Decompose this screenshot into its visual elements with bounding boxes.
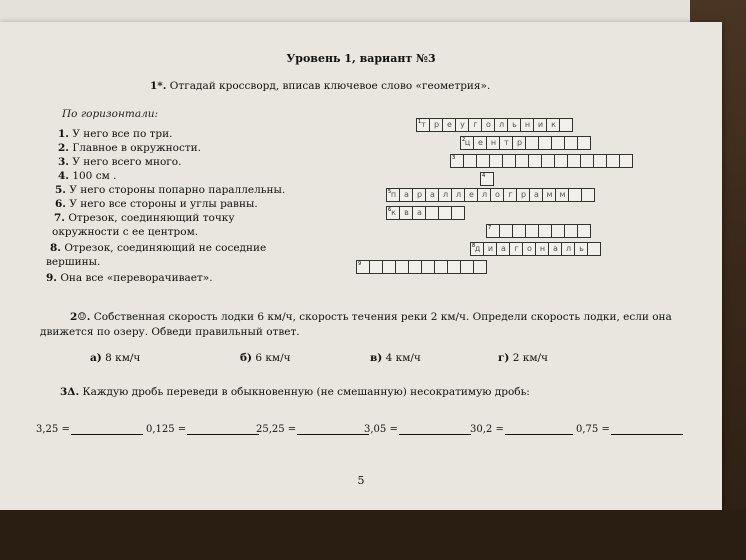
crossword-letter: л (442, 190, 449, 199)
crossword-cell[interactable] (567, 154, 581, 168)
crossword-cell[interactable] (473, 260, 487, 274)
crossword-cell[interactable] (490, 188, 504, 202)
crossword-cell[interactable] (499, 224, 513, 238)
crossword-cell[interactable] (464, 188, 478, 202)
crossword-clue-number: 6 (388, 207, 392, 213)
crossword-letter: л (481, 190, 488, 199)
crossword-letter: ц (464, 138, 471, 147)
fraction-item-4[interactable]: 3,05 = (364, 424, 471, 435)
crossword-cell[interactable] (412, 188, 426, 202)
crossword-cell[interactable] (535, 242, 549, 256)
crossword-letter: м (546, 190, 553, 199)
crossword-grid (0, 22, 722, 302)
option-d[interactable]: г) 2 км/ч (498, 352, 548, 364)
crossword-cell[interactable] (369, 260, 383, 274)
crossword-cell[interactable] (619, 154, 633, 168)
option-c[interactable]: в) 4 км/ч (370, 352, 421, 364)
crossword-cell[interactable] (489, 154, 503, 168)
crossword-cell[interactable] (577, 224, 591, 238)
task2-text (40, 310, 680, 340)
crossword-letter: а (404, 190, 409, 199)
crossword-cell[interactable] (533, 118, 547, 132)
crossword-cell[interactable] (551, 136, 565, 150)
fraction-item-5[interactable]: 30,2 = (470, 424, 573, 435)
crossword-cell[interactable] (438, 206, 452, 220)
task3-label: 3Δ. (60, 386, 80, 398)
crossword-cell[interactable] (555, 188, 569, 202)
clue-1: 1. У него все по три. (58, 128, 173, 140)
clue-3: 3. У него всего много. (58, 156, 182, 168)
crossword-clue-number: 8 (472, 243, 476, 249)
crossword-letter: и (487, 244, 494, 253)
crossword-cell[interactable] (559, 118, 573, 132)
crossword-cell[interactable] (551, 224, 565, 238)
crossword-cell[interactable] (606, 154, 620, 168)
crossword-cell[interactable] (541, 154, 555, 168)
crossword-letter: е (469, 190, 474, 199)
crossword-cell[interactable] (460, 260, 474, 274)
crossword-cell[interactable] (542, 188, 556, 202)
table-edge (0, 510, 746, 560)
page-number: 5 (357, 474, 365, 487)
crossword-cell[interactable] (580, 154, 594, 168)
crossword-cell[interactable] (382, 260, 396, 274)
crossword-cell[interactable] (429, 118, 443, 132)
crossword-letter: р (433, 120, 440, 129)
crossword-cell[interactable] (509, 242, 523, 256)
crossword-letter: к (551, 120, 556, 129)
crossword-cell[interactable] (546, 118, 560, 132)
task3-heading (60, 386, 530, 398)
crossword-letter: о (495, 190, 500, 199)
crossword-cell[interactable] (476, 154, 490, 168)
crossword-cell[interactable] (395, 260, 409, 274)
crossword-letter: л (455, 190, 462, 199)
crossword-letter: о (527, 244, 532, 253)
crossword-cell[interactable] (520, 118, 534, 132)
crossword-letter: у (460, 120, 465, 129)
crossword-letter: р (520, 190, 527, 199)
crossword-cell[interactable] (494, 118, 508, 132)
task1-label: 1*. (150, 80, 167, 92)
fraction-item-6[interactable]: 0,75 = (576, 424, 683, 435)
crossword-cell[interactable] (442, 118, 456, 132)
crossword-cell[interactable] (408, 260, 422, 274)
crossword-cell[interactable] (522, 242, 536, 256)
crossword-letter: ь (579, 244, 584, 253)
crossword-letter: п (390, 190, 397, 199)
crossword-cell[interactable] (451, 206, 465, 220)
crossword-cell[interactable] (434, 260, 448, 274)
crossword-cell[interactable] (425, 188, 439, 202)
option-a[interactable]: а) 8 км/ч (90, 352, 141, 364)
crossword-cell[interactable] (538, 224, 552, 238)
crossword-letter: г (508, 190, 513, 199)
crossword-clue-number: 7 (488, 225, 492, 231)
crossword-cell[interactable] (473, 136, 487, 150)
crossword-clue-number: 1 (418, 119, 422, 125)
worksheet-page (0, 22, 722, 510)
clue-8-cont: вершины. (46, 256, 101, 268)
clue-7: 7. Отрезок, соединяющий точку (54, 212, 235, 224)
crossword-cell[interactable] (561, 242, 575, 256)
crossword-cell[interactable] (480, 172, 494, 186)
crossword-cell[interactable] (548, 242, 562, 256)
crossword-cell[interactable] (528, 154, 542, 168)
task2-body: Собственная скорость лодки 6 км/ч, скорость течения реки 2 км/ч. Определи скорость лодки, если она движется по озеру. Обведи правильный ответ. (40, 311, 672, 338)
page-title: Уровень 1, вариант №3 (286, 52, 436, 65)
crossword-cell[interactable] (481, 118, 495, 132)
crossword-cell[interactable] (421, 260, 435, 274)
crossword-cell[interactable] (447, 260, 461, 274)
crossword-cell[interactable] (512, 224, 526, 238)
task1-text: Отгадай кроссворд, вписав ключевое слово «геометрия». (169, 80, 491, 92)
crossword-cell[interactable] (529, 188, 543, 202)
crossword-cell[interactable] (450, 154, 464, 168)
fraction-item-2[interactable]: 0,125 = (146, 424, 259, 435)
task3-text: Каждую дробь переведи в обыкновенную (не смешанную) несократимую дробь: (82, 386, 530, 398)
clue-8: 8. Отрезок, соединяющий не соседние (50, 242, 267, 254)
crossword-clue-number: 2 (462, 137, 466, 143)
crossword-cell[interactable] (438, 188, 452, 202)
crossword-letter: д (474, 244, 481, 253)
crossword-cell[interactable] (468, 118, 482, 132)
crossword-letter: и (537, 120, 544, 129)
crossword-cell[interactable] (460, 136, 474, 150)
crossword-cell[interactable] (502, 154, 516, 168)
crossword-cell[interactable] (477, 188, 491, 202)
crossword-letter: е (447, 120, 452, 129)
crossword-cell[interactable] (386, 206, 400, 220)
crossword-cell[interactable] (451, 188, 465, 202)
crossword-cell[interactable] (564, 136, 578, 150)
crossword-letter: в (404, 208, 409, 217)
crossword-cell[interactable] (574, 242, 588, 256)
horizontal-label: По горизонтали: (62, 108, 159, 120)
crossword-letter: г (473, 120, 478, 129)
crossword-letter: м (559, 190, 566, 199)
clue-7-cont: окружности с ее центром. (52, 226, 199, 238)
crossword-clue-number: 5 (388, 189, 392, 195)
crossword-letter: е (478, 138, 483, 147)
crossword-cell[interactable] (496, 242, 510, 256)
crossword-cell[interactable] (486, 224, 500, 238)
clue-4: 4. 100 см . (58, 170, 117, 182)
crossword-letter: т (504, 138, 509, 147)
crossword-cell[interactable] (525, 224, 539, 238)
crossword-cell[interactable] (503, 188, 517, 202)
crossword-cell[interactable] (568, 188, 582, 202)
crossword-cell[interactable] (470, 242, 484, 256)
crossword-cell[interactable] (587, 242, 601, 256)
crossword-letter: о (486, 120, 491, 129)
crossword-cell[interactable] (538, 136, 552, 150)
crossword-letter: а (430, 190, 435, 199)
option-b[interactable]: б) 6 км/ч (240, 352, 291, 364)
crossword-cell[interactable] (416, 118, 430, 132)
crossword-letter: а (553, 244, 558, 253)
crossword-cell[interactable] (581, 188, 595, 202)
crossword-letter: г (514, 244, 519, 253)
crossword-letter: а (534, 190, 539, 199)
crossword-letter: ь (512, 120, 517, 129)
clue-6: 6. У него все стороны и углы равны. (55, 198, 258, 210)
crossword-cell[interactable] (483, 242, 497, 256)
crossword-cell[interactable] (516, 188, 530, 202)
crossword-letter: л (498, 120, 505, 129)
crossword-cell[interactable] (486, 136, 500, 150)
crossword-clue-number: 3 (452, 155, 456, 161)
crossword-cell[interactable] (515, 154, 529, 168)
crossword-cell[interactable] (412, 206, 426, 220)
crossword-cell[interactable] (525, 136, 539, 150)
crossword-letter: а (501, 244, 506, 253)
crossword-letter: р (416, 190, 423, 199)
crossword-cell[interactable] (577, 136, 591, 150)
crossword-cell[interactable] (499, 136, 513, 150)
crossword-cell[interactable] (512, 136, 526, 150)
crossword-letter: н (490, 138, 497, 147)
fraction-item-3[interactable]: 25,25 = (256, 424, 369, 435)
crossword-cell[interactable] (593, 154, 607, 168)
crossword-letter: т (421, 120, 426, 129)
crossword-letter: р (516, 138, 523, 147)
crossword-clue-number: 4 (482, 173, 486, 179)
crossword-letter: а (417, 208, 422, 217)
crossword-cell[interactable] (564, 224, 578, 238)
crossword-letter: н (539, 244, 546, 253)
crossword-cell[interactable] (399, 188, 413, 202)
crossword-clue-number: 9 (358, 261, 362, 267)
crossword-cell[interactable] (554, 154, 568, 168)
crossword-cell[interactable] (386, 188, 400, 202)
crossword-letter: н (524, 120, 531, 129)
crossword-letter: к (391, 208, 396, 217)
crossword-cell[interactable] (399, 206, 413, 220)
task2-label: 2☺. (70, 311, 91, 323)
crossword-cell[interactable] (356, 260, 370, 274)
clue-5: 5. У него стороны попарно параллельны. (55, 184, 286, 196)
page-edge (0, 0, 690, 23)
crossword-cell[interactable] (507, 118, 521, 132)
crossword-cell[interactable] (425, 206, 439, 220)
crossword-cell[interactable] (455, 118, 469, 132)
fraction-item-1[interactable]: 3,25 = (36, 424, 143, 435)
crossword-cell[interactable] (463, 154, 477, 168)
clue-9: 9. Она все «переворачивает». (46, 272, 213, 284)
clue-2: 2. Главное в окружности. (58, 142, 202, 154)
crossword-letter: л (565, 244, 572, 253)
